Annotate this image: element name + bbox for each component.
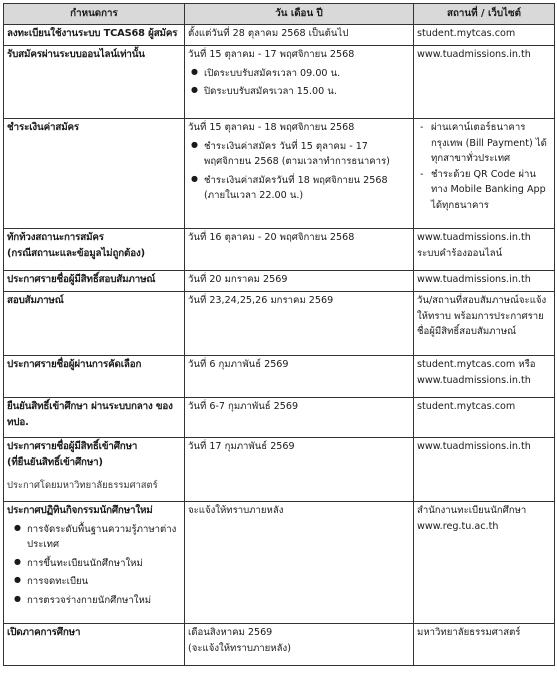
schedule-title: ชำระเงินค่าสมัคร (7, 122, 80, 133)
date-text: ตั้งแต่วันที่ 28 ตุลาคม 2568 เป็นต้นไป (188, 28, 349, 39)
date-cell (185, 25, 414, 46)
schedule-title: ลงทะเบียนใช้งานระบบ TCAS68 ผู้สมัคร (7, 28, 178, 39)
table-row (4, 119, 555, 229)
date-text: วันที่ 23,24,25,26 มกราคม 2569 (188, 295, 334, 306)
date-cell (185, 229, 414, 271)
place-text: student.mytcas.com (417, 28, 516, 39)
list-item: ● เปิดระบบรับสมัครเวลา 09.00 น. (188, 66, 410, 82)
place-cell (414, 46, 555, 119)
schedule-title: เปิดภาคการศึกษา (7, 627, 81, 638)
schedule-cell (4, 271, 185, 292)
list-item: ● ชำระเงินค่าสมัคร วันที่ 15 ตุลาคม - 17 พฤศจิกายน 2568 (ตามเวลาทำการธนาคาร) (188, 139, 410, 170)
schedule-title: รับสมัครผ่านระบบออนไลน์เท่านั้น (7, 49, 145, 60)
list-item: ● การจดทะเบียน (7, 574, 181, 590)
date-text: เดือนสิงหาคม 2569 (188, 627, 273, 638)
place-cell (414, 356, 555, 398)
place-text: www.tuadmissions.in.th (417, 49, 531, 60)
list-item: ● ชำระเงินค่าสมัครวันที่ 18 พฤศจิกายน 2568 (ภายในเวลา 22.00 น.) (188, 173, 410, 204)
schedule-title: ยืนยันสิทธิ์เข้าศึกษา ผ่านระบบกลาง ของ ทปอ. (7, 401, 173, 428)
place-cell (414, 119, 555, 229)
place-cell (414, 398, 555, 438)
table-row (4, 25, 555, 46)
date-cell (185, 46, 414, 119)
table-row (4, 502, 555, 624)
schedule-cell (4, 119, 185, 229)
date-cell (185, 292, 414, 356)
place-cell (414, 292, 555, 356)
table-row (4, 356, 555, 398)
schedule-title: ประกาศรายชื่อผู้มีสิทธิ์เข้าศึกษา (7, 441, 138, 452)
place-cell (414, 438, 555, 502)
schedule-title: ประกาศรายชื่อผู้มีสิทธิ์สอบสัมภาษณ์ (7, 274, 156, 285)
table-row (4, 438, 555, 502)
place-cell (414, 624, 555, 666)
date-text: วันที่ 20 มกราคม 2569 (188, 274, 288, 285)
place-text: สำนักงานทะเบียนนักศึกษา (417, 505, 527, 516)
table-row (4, 624, 555, 666)
header-place: สถานที่ / เว็บไซต์ (414, 4, 555, 25)
list-item: ● ปิดระบบรับสมัครเวลา 15.00 น. (188, 84, 410, 100)
place-text: www.tuadmissions.in.th (417, 374, 531, 386)
list-item: ● การขึ้นทะเบียนนักศึกษาใหม่ (7, 556, 181, 572)
table-row (4, 46, 555, 119)
schedule-title-note: (ที่ยืนยันสิทธิ์เข้าศึกษา) (7, 456, 103, 468)
schedule-cell (4, 46, 185, 119)
place-text: www.reg.tu.ac.th (417, 520, 499, 532)
place-text: www.tuadmissions.in.th (417, 232, 531, 243)
table-row (4, 398, 555, 438)
date-cell (185, 438, 414, 502)
list-item: ● การจัดระดับพื้นฐานความรู้ภาษาต่างประเทศ (7, 522, 181, 553)
schedule-title-note: (กรณีสถานะและข้อมูลไม่ถูกต้อง) (7, 247, 145, 259)
list-item: - ชำระด้วย QR Code ผ่านทาง Mobile Banking App ได้ทุกธนาคาร (417, 167, 551, 214)
table-row (4, 292, 555, 356)
place-cell (414, 229, 555, 271)
header-row (4, 4, 555, 25)
schedule-title: ทักท้วงสถานะการสมัคร (7, 232, 104, 243)
date-cell (185, 502, 414, 624)
date-text: วันที่ 6-7 กุมภาพันธ์ 2569 (188, 401, 299, 412)
place-text: student.mytcas.com (417, 401, 516, 412)
schedule-title: ประกาศปฏิทินกิจกรรมนักศึกษาใหม่ (7, 505, 153, 516)
date-text: วันที่ 16 ตุลาคม - 20 พฤศจิกายน 2568 (188, 232, 355, 243)
schedule-cell (4, 356, 185, 398)
schedule-cell (4, 25, 185, 46)
schedule-title: สอบสัมภาษณ์ (7, 295, 64, 306)
schedule-cell (4, 229, 185, 271)
place-cell (414, 25, 555, 46)
schedule-cell (4, 438, 185, 502)
place-cell (414, 502, 555, 624)
place-text: student.mytcas.com หรือ (417, 359, 536, 370)
place-text: www.tuadmissions.in.th (417, 441, 531, 452)
date-text: วันที่ 17 กุมภาพันธ์ 2569 (188, 441, 295, 452)
date-text: วันที่ 6 กุมภาพันธ์ 2569 (188, 359, 289, 370)
schedule-cell (4, 502, 185, 624)
date-cell (185, 356, 414, 398)
schedule-subtitle: ประกาศโดยมหาวิทยาลัยธรรมศาสตร์ (7, 479, 158, 491)
date-text: วันที่ 15 ตุลาคม - 18 พฤศจิกายน 2568 (188, 122, 355, 133)
date-cell (185, 624, 414, 666)
table-row (4, 271, 555, 292)
place-text: ระบบคำร้องออนไลน์ (417, 247, 503, 259)
date-text: จะแจ้งให้ทราบภายหลัง (188, 505, 284, 516)
place-text: www.tuadmissions.in.th (417, 274, 531, 285)
date-cell (185, 119, 414, 229)
schedule-title: ประกาศรายชื่อผู้ผ่านการคัดเลือก (7, 359, 142, 370)
schedule-cell (4, 398, 185, 438)
date-text: วันที่ 15 ตุลาคม - 17 พฤศจิกายน 2568 (188, 49, 355, 60)
header-date: วัน เดือน ปี (185, 4, 414, 25)
place-cell (414, 271, 555, 292)
date-cell (185, 398, 414, 438)
date-text: (จะแจ้งให้ทราบภายหลัง) (188, 642, 291, 654)
schedule-cell (4, 292, 185, 356)
list-item: - ผ่านเคาน์เตอร์ธนาคารกรุงเทพ (Bill Payment) ได้ทุกสาขาทั่วประเทศ (417, 120, 551, 167)
place-text: มหาวิทยาลัยธรรมศาสตร์ (417, 627, 521, 638)
header-schedule: กำหนดการ (4, 4, 185, 25)
schedule-cell (4, 624, 185, 666)
date-cell (185, 271, 414, 292)
schedule-table (3, 3, 555, 666)
place-text: วัน/สถานที่สอบสัมภาษณ์จะแจ้งให้ทราบ พร้อมการประกาศรายชื่อผู้มีสิทธิ์สอบสัมภาษณ์ (417, 295, 547, 338)
list-item: ● การตรวจร่างกายนักศึกษาใหม่ (7, 593, 181, 609)
table-row (4, 229, 555, 271)
